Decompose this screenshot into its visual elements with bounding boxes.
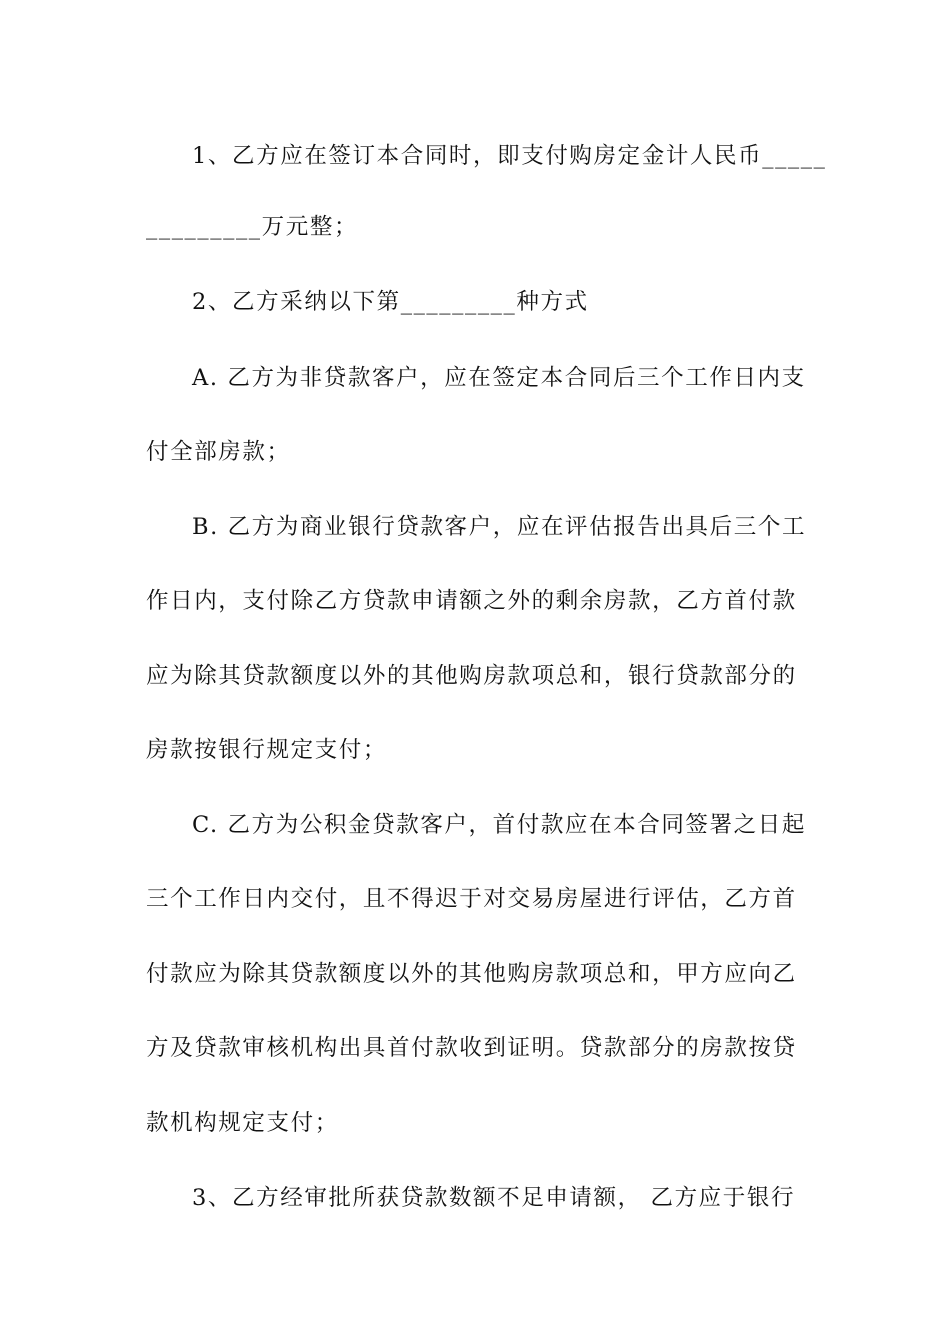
paragraph-c-line-3: 付款应为除其贷款额度以外的其他购房款项总和，甲方应向乙 xyxy=(146,961,797,987)
paragraph-b-line-4: 房款按银行规定支付； xyxy=(146,737,388,763)
paragraph-b-line-2: 作日内，支付除乙方贷款申请额之外的剩余房款，乙方首付款 xyxy=(146,588,797,614)
paragraph-1-line-2: _________万元整； xyxy=(146,214,359,240)
paragraph-c-line-5: 款机构规定支付； xyxy=(146,1110,339,1136)
paragraph-c-line-1: C. 乙方为公积金贷款客户，首付款应在本合同签署之日起 xyxy=(192,812,806,838)
paragraph-a-line-1: A. 乙方为非贷款客户，应在签定本合同后三个工作日内支 xyxy=(192,365,806,391)
paragraph-3-line-1: 3、乙方经审批所获贷款数额不足申请额， 乙方应于银行 xyxy=(192,1185,796,1211)
paragraph-c-line-4: 方及贷款审核机构出具首付款收到证明。贷款部分的房款按贷 xyxy=(146,1035,797,1061)
paragraph-b-line-1: B. 乙方为商业银行贷款客户，应在评估报告出具后三个工 xyxy=(192,514,807,540)
paragraph-2-line-1: 2、乙方采纳以下第_________种方式 xyxy=(192,289,589,315)
paragraph-1-line-1: 1、乙方应在签订本合同时，即支付购房定金计人民币_____ xyxy=(192,143,827,169)
paragraph-c-line-2: 三个工作日内交付，且不得迟于对交易房屋进行评估，乙方首 xyxy=(146,886,797,912)
paragraph-a-line-2: 付全部房款； xyxy=(146,439,291,465)
paragraph-b-line-3: 应为除其贷款额度以外的其他购房款项总和，银行贷款部分的 xyxy=(146,663,797,689)
